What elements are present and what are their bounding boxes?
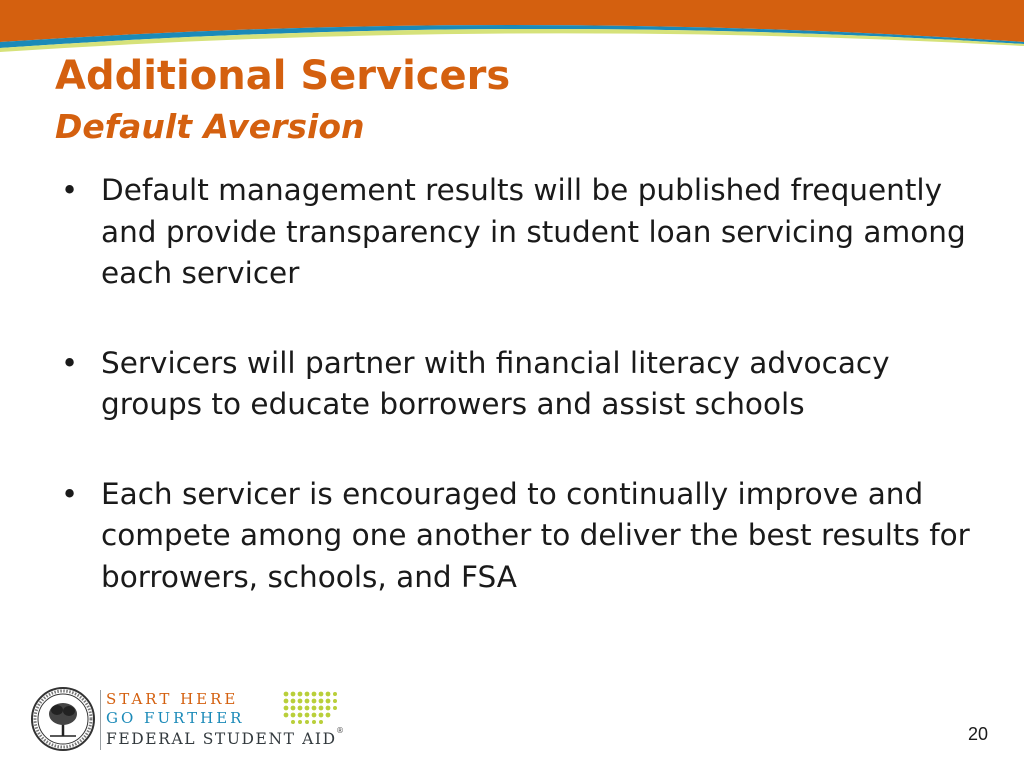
logo-dots-icon — [258, 690, 338, 726]
slide-subtitle: Default Aversion — [55, 107, 365, 146]
registered-mark: ® — [336, 726, 344, 735]
bullet-item — [55, 170, 975, 295]
bullet-text: Each servicer is encouraged to continually improve and compete among one another to deliver the best results for borrowers, schools, and FSA — [101, 476, 970, 594]
bullet-dot: • — [61, 173, 79, 207]
logo-tagline-go-further: GO FURTHER — [106, 709, 245, 727]
bullet-text: Default management results will be published frequently and provide transparency in student loan servicing among each servicer — [101, 173, 966, 290]
bullet-item — [55, 343, 975, 426]
slide-title: Additional Servicers — [55, 53, 511, 99]
page-number: 20 — [967, 724, 988, 744]
fsa-logo — [30, 686, 360, 754]
header-band — [0, 0, 1024, 60]
logo-divider — [100, 690, 101, 750]
department-of-education-seal-icon — [30, 686, 96, 752]
bullet-text: Servicers will partner with financial literacy advocacy groups to educate borrowers and assist schools — [101, 345, 890, 421]
logo-brand-name: FEDERAL STUDENT AID — [106, 730, 337, 748]
logo-tagline-start-here: START HERE — [106, 690, 239, 708]
bullet-dot: • — [61, 345, 79, 380]
bullet-list — [55, 170, 975, 598]
bullet-dot: • — [61, 476, 79, 511]
bullet-item — [55, 474, 975, 599]
